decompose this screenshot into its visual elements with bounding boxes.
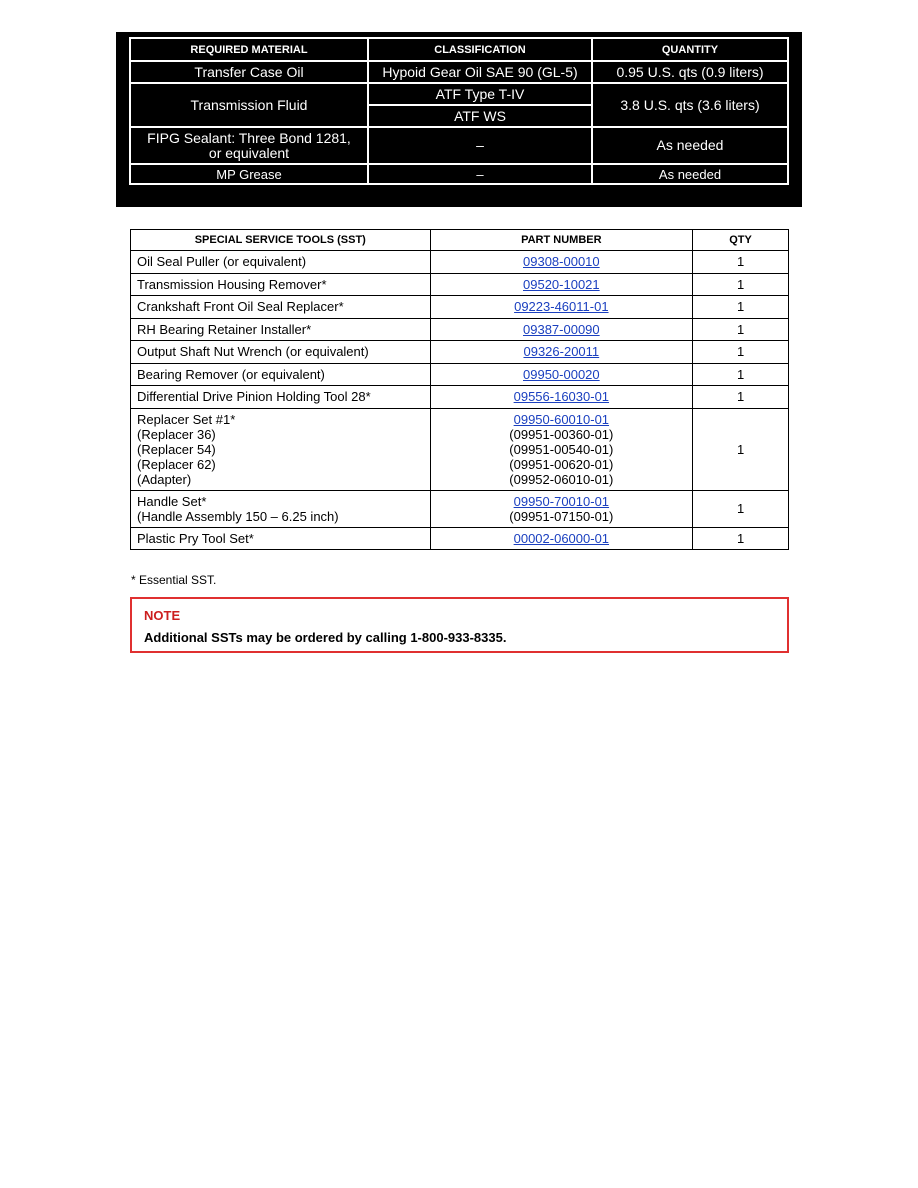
- sub-part-number: (09951-00540-01): [509, 441, 614, 457]
- tool-line: (Replacer 62): [137, 456, 216, 472]
- materials-row-transmission: [130, 83, 788, 105]
- note-box: [130, 597, 789, 653]
- material-name: Transfer Case Oil: [130, 61, 368, 83]
- sst-tool-name: Plastic Pry Tool Set*: [131, 527, 431, 550]
- required-materials-table: [129, 37, 789, 185]
- tool-line: (Adapter): [137, 471, 192, 487]
- part-number-link[interactable]: 09387-00090: [523, 321, 600, 337]
- material-classification: –: [368, 127, 592, 164]
- material-name: MP Grease: [130, 164, 368, 184]
- sst-qty: 1: [693, 490, 789, 527]
- sst-tool-name: Differential Drive Pinion Holding Tool 28*: [131, 386, 431, 409]
- note-title: NOTE: [144, 608, 181, 623]
- sub-part-number: (09951-00360-01): [509, 426, 614, 442]
- material-name-line2: or equivalent: [208, 144, 290, 161]
- table-row: [131, 363, 789, 386]
- part-number-link[interactable]: 09950-00020: [523, 366, 600, 382]
- sst-qty: 1: [693, 386, 789, 409]
- essential-sst-footnote: * Essential SST.: [131, 573, 217, 587]
- material-quantity: 3.8 U.S. qts (3.6 liters): [592, 83, 788, 127]
- material-classification: ATF WS: [368, 105, 592, 127]
- material-classification: ATF Type T-IV: [368, 83, 592, 105]
- material-name: [130, 127, 368, 164]
- sst-qty: 1: [693, 363, 789, 386]
- part-number-link[interactable]: 09556-16030-01: [513, 389, 610, 405]
- material-classification: –: [368, 164, 592, 184]
- tool-line: (Handle Assembly 150 – 6.25 inch): [137, 508, 339, 524]
- table-row: [131, 296, 789, 319]
- sst-header-part-number: PART NUMBER: [430, 230, 693, 251]
- sst-qty: 1: [693, 273, 789, 296]
- table-row: [131, 386, 789, 409]
- materials-row-transfer-case: [130, 61, 788, 83]
- materials-header-quantity: QUANTITY: [592, 38, 788, 61]
- sst-tool-name: Transmission Housing Remover*: [131, 273, 431, 296]
- special-service-tools-table: [130, 229, 789, 550]
- material-quantity: As needed: [592, 164, 788, 184]
- sub-part-number: (09951-07150-01): [509, 508, 614, 524]
- material-classification: Hypoid Gear Oil SAE 90 (GL-5): [368, 61, 592, 83]
- sst-tool-name: [131, 490, 431, 527]
- tool-line: (Replacer 54): [137, 441, 216, 457]
- sst-qty: 1: [693, 408, 789, 490]
- sst-qty: 1: [693, 296, 789, 319]
- table-row-handle-set: [131, 490, 789, 527]
- material-name-line1: FIPG Sealant: Three Bond 1281,: [147, 129, 351, 146]
- sst-qty: 1: [693, 341, 789, 364]
- material-quantity: 0.95 U.S. qts (0.9 liters): [592, 61, 788, 83]
- table-row: [131, 273, 789, 296]
- tool-line: Handle Set*: [137, 493, 207, 509]
- table-row: [131, 251, 789, 274]
- materials-header-material: REQUIRED MATERIAL: [130, 38, 368, 61]
- materials-header-classification: CLASSIFICATION: [368, 38, 592, 61]
- part-number-link[interactable]: 00002-06000-01: [513, 530, 610, 546]
- table-row: [131, 527, 789, 550]
- material-quantity: As needed: [592, 127, 788, 164]
- table-row: [131, 341, 789, 364]
- sst-tool-name: Bearing Remover (or equivalent): [131, 363, 431, 386]
- note-text: Additional SSTs may be ordered by calling 1-800-933-8335.: [144, 630, 507, 645]
- part-number-link[interactable]: 09520-10021: [523, 276, 600, 292]
- tool-line: Replacer Set #1*: [137, 411, 236, 427]
- part-number-link[interactable]: 09950-70010-01: [513, 493, 610, 509]
- part-number-link[interactable]: 09326-20011: [523, 344, 600, 360]
- table-row-replacer-set: [131, 408, 789, 490]
- sst-header-tool: SPECIAL SERVICE TOOLS (SST): [131, 230, 431, 251]
- sub-part-number: (09952-06010-01): [509, 471, 614, 487]
- tool-line: (Replacer 36): [137, 426, 216, 442]
- sst-header-qty: QTY: [693, 230, 789, 251]
- part-number-link[interactable]: 09223-46011-01: [514, 299, 609, 315]
- sst-qty: 1: [693, 318, 789, 341]
- part-number-link[interactable]: 09950-60010-01: [513, 411, 610, 427]
- sst-tool-name: [131, 408, 431, 490]
- sst-tool-name: Output Shaft Nut Wrench (or equivalent): [131, 341, 431, 364]
- table-row: [131, 318, 789, 341]
- sst-tool-name: RH Bearing Retainer Installer*: [131, 318, 431, 341]
- part-number-link[interactable]: 09308-00010: [523, 254, 600, 270]
- sst-tool-name: Oil Seal Puller (or equivalent): [131, 251, 431, 274]
- sub-part-number: (09951-00620-01): [509, 456, 614, 472]
- materials-row-fipg: [130, 127, 788, 164]
- sst-qty: 1: [693, 527, 789, 550]
- sst-qty: 1: [693, 251, 789, 274]
- materials-row-mp-grease: [130, 164, 788, 184]
- sst-tool-name: Crankshaft Front Oil Seal Replacer*: [131, 296, 431, 319]
- material-name: Transmission Fluid: [130, 83, 368, 127]
- required-materials-panel: [116, 32, 802, 207]
